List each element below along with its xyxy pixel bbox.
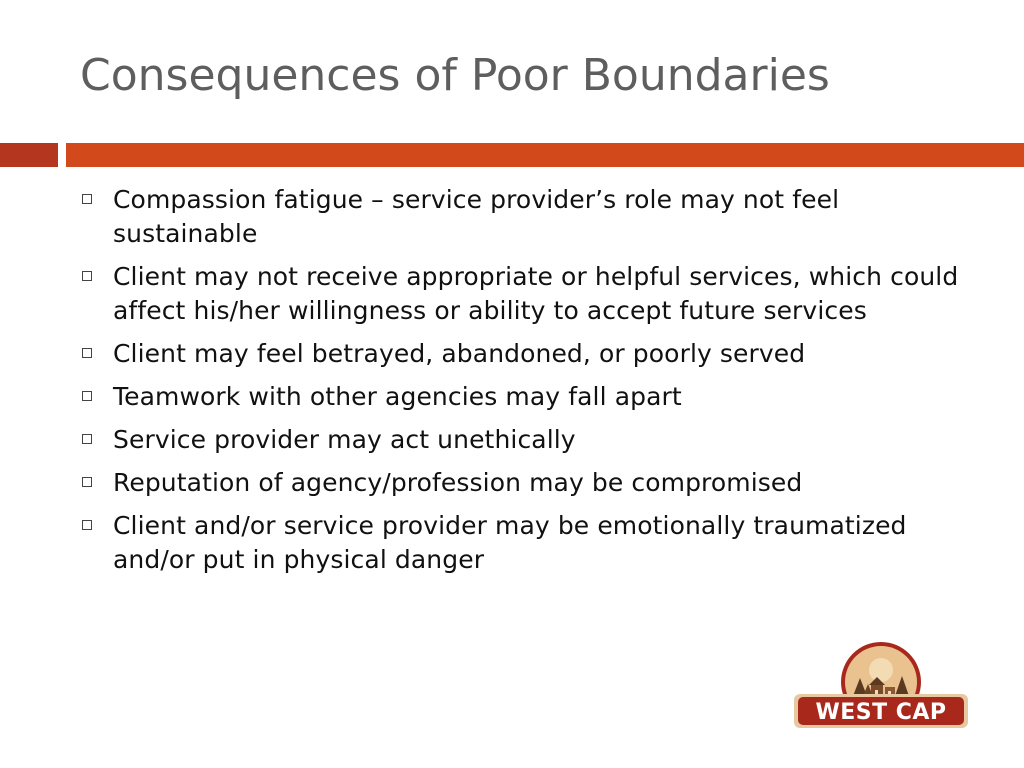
square-bullet-icon bbox=[82, 391, 92, 401]
square-bullet-icon bbox=[82, 348, 92, 358]
bullet-item bbox=[82, 423, 962, 457]
bullet-item bbox=[82, 509, 962, 577]
bullet-text: Service provider may act unethically bbox=[113, 425, 576, 454]
bullet-item bbox=[82, 183, 962, 251]
square-bullet-icon bbox=[82, 434, 92, 444]
bullet-text: Reputation of agency/profession may be compromised bbox=[113, 468, 803, 497]
bullet-item bbox=[82, 260, 962, 328]
bullet-item bbox=[82, 466, 962, 500]
logo-text: WEST CAP bbox=[815, 700, 947, 725]
square-bullet-icon bbox=[82, 477, 92, 487]
logo-icon bbox=[793, 640, 969, 730]
bullet-text: Client may feel betrayed, abandoned, or poorly served bbox=[113, 339, 806, 368]
bullet-text: Compassion fatigue – service provider’s role may not feel sustainable bbox=[113, 185, 840, 248]
west-cap-logo bbox=[793, 640, 969, 730]
bullet-list bbox=[82, 183, 962, 586]
bullet-text: Client and/or service provider may be emotionally traumatized and/or put in physical danger bbox=[113, 511, 907, 574]
accent-bar-left bbox=[0, 143, 58, 167]
square-bullet-icon bbox=[82, 271, 92, 281]
bullet-item bbox=[82, 380, 962, 414]
square-bullet-icon bbox=[82, 520, 92, 530]
bullet-item bbox=[82, 337, 962, 371]
square-bullet-icon bbox=[82, 194, 92, 204]
bullet-text: Teamwork with other agencies may fall apart bbox=[113, 382, 682, 411]
slide-title: Consequences of Poor Boundaries bbox=[80, 50, 830, 101]
bullet-text: Client may not receive appropriate or helpful services, which could affect his/her willingness or ability to accept future services bbox=[113, 262, 959, 325]
accent-bar bbox=[66, 143, 1024, 167]
